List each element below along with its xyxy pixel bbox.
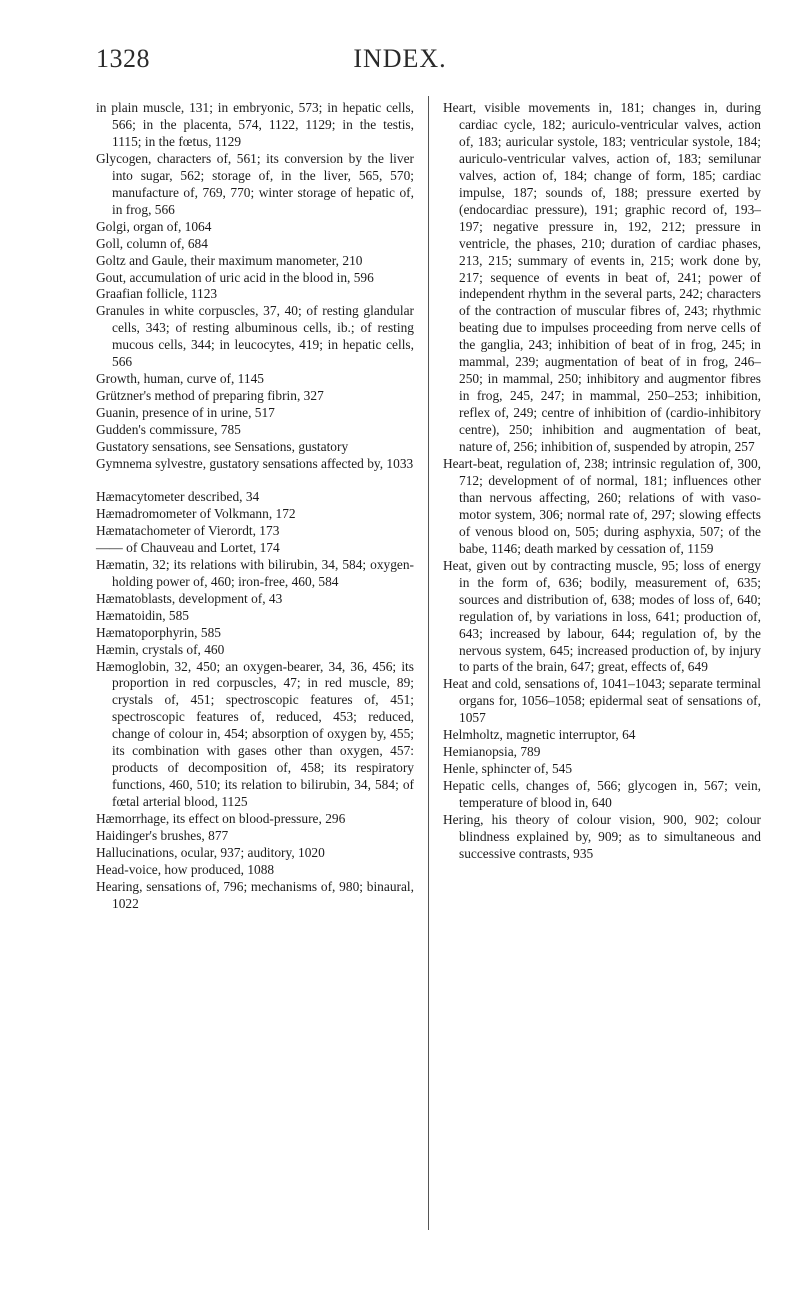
index-entry: Goll, column of, 684 bbox=[96, 235, 208, 251]
page-title: INDEX. bbox=[353, 44, 447, 73]
column-divider bbox=[428, 96, 429, 1230]
page-number: 1328 bbox=[96, 44, 150, 73]
index-entry: Heat, given out by contracting muscle, 95; loss of energy in the form of, 636; bodily, measurement of, 635; sources and distribution of, 638; modes of loss of, 640; regulation of, by variations in loss, 641; production of, 643; increased by labour, 644; regulation of, by the nervous system, 645; increased production of, by injury to parts of the brain, 647; great, effects of, 649 bbox=[443, 557, 761, 675]
index-entry: Hæmatoidin, 585 bbox=[96, 607, 189, 623]
index-entry: Guanin, presence of in urine, 517 bbox=[96, 405, 275, 421]
index-entry: Hallucinations, ocular, 937; auditory, 1020 bbox=[96, 844, 325, 860]
index-entry: Hering, his theory of colour vision, 900, 902; colour blindness explained by, 909; as to simultaneous and successive contrasts, 935 bbox=[443, 812, 761, 861]
index-entry: Gudden's commissure, 785 bbox=[96, 422, 241, 438]
index-entry: Hæmatoblasts, development of, 43 bbox=[96, 590, 283, 606]
index-entry: Head-voice, how produced, 1088 bbox=[96, 861, 275, 877]
index-entry: Henle, sphincter of, 545 bbox=[443, 761, 573, 777]
index-entry: Golgi, organ of, 1064 bbox=[96, 218, 212, 234]
index-entry: Hepatic cells, changes of, 566; glycogen in, 567; vein, temperature of blood in, 640 bbox=[443, 778, 761, 811]
index-entry: Growth, human, curve of, 1145 bbox=[96, 371, 264, 387]
index-entry: Gout, accumulation of uric acid in the blood in, 596 bbox=[96, 269, 374, 285]
index-entry: Heart-beat, regulation of, 238; intrinsic regulation of, 300, 712; development of of normal, 181; influences other than nervous affecting, 260; relations of with vaso-motor system, 306; normal rate of, 297; slowing effects of venous blood on, 505; during asphyxia, 507; of the babe, 1146; death marked by cessation of, 1159 bbox=[443, 456, 761, 556]
index-entry: Granules in white corpuscles, 37, 40; of resting glandular cells, 343; of resting albuminous cells, ib.; of resting mucous cells, 344; in leucocytes, 419; in hepatic cells, 566 bbox=[96, 303, 414, 370]
index-entry: Hæmatin, 32; its relations with bilirubin, 34, 584; oxygen-holding power of, 460; iron-free, 460, 584 bbox=[96, 556, 414, 589]
index-entry: —— of Chauveau and Lortet, 174 bbox=[96, 539, 280, 555]
index-entry: Gymnema sylvestre, gustatory sensations affected by, 1033 bbox=[96, 456, 414, 472]
index-entry: Heart, visible movements in, 181; changes in, during cardiac cycle, 182; auriculo-ventricular valves, action of, 183; auricular systole, 183; ventricular systole, 184; auriculo-ventricular valves, action of, 183; semilunar valves, action of, 184; change of form, 185; cardiac impulse, 187; sounds of, 188; pressure exerted by (endocardiac pressure), 191; graphic record of, 193–197; negative pressure in, 192, 212; pressure in ventricle, the phases, 210; duration of cardiac phases, 213, 215; summary of events in, 215; work done by, 217; sequence of events in beat of, 241; power of independent rhythm in the several parts, 242; characters of the contraction of muscular fibres of, 243; rhythmic beating due to impulses proceeding from nerve cells of the ganglia, 243; inhibition of beat of in frog, 245; in mammal, 239; augmentation of beat of in frog, 246–250; in mammal, 250; inhibitory and augmentor fibres in frog, 245, 247; in mammal, 250–253; inhibition, reflex of, 249; centre of inhibition of (cardio-inhibitory centre), 250; inhibition and augmentation of beat, nature of, 256; inhibition of, suspended by atropin, 257 bbox=[443, 100, 761, 455]
index-entry: Glycogen, characters of, 561; its conversion by the liver into sugar, 562; storage of, in the liver, 565, 570; manufacture of, 769, 770; winter storage of hepatic of, in frog, 566 bbox=[96, 150, 414, 217]
index-entry: Graafian follicle, 1123 bbox=[96, 286, 218, 302]
index-entry: Hæmatoporphyrin, 585 bbox=[96, 624, 221, 640]
index-column-right bbox=[443, 100, 761, 863]
index-entry: Hæmadromometer of Volkmann, 172 bbox=[96, 505, 296, 521]
index-column-left bbox=[96, 100, 414, 913]
index-entry: Grützner's method of preparing fibrin, 327 bbox=[96, 388, 324, 404]
index-entry: Heat and cold, sensations of, 1041–1043; separate terminal organs for, 1056–1058; epidermal seat of sensations of, 1057 bbox=[443, 676, 761, 726]
index-entry: in plain muscle, 131; in embryonic, 573; in hepatic cells, 566; in the placenta, 574, 1122, 1129; in the testis, 1115; in the fœtus, 1129 bbox=[96, 100, 414, 149]
index-entry: Hæmoglobin, 32, 450; an oxygen-bearer, 34, 36, 456; its proportion in red corpuscles, 47; in red muscle, 89; crystals of, 451; spectroscopic features of, 451; spectroscopic features of, reduced, 453; reduced, change of colour in, 454; absorption of oxygen by, 455; its combination with gases other than oxygen, 457: products of decomposition of, 458; its respiratory functions, 460, 510; its relation to bilirubin, 34, 584; of fœtal arterial blood, 1125 bbox=[96, 658, 414, 810]
index-entry: Hæmin, crystals of, 460 bbox=[96, 641, 225, 657]
page-header bbox=[0, 44, 800, 84]
index-entry: Helmholtz, magnetic interruptor, 64 bbox=[443, 727, 636, 743]
index-entry: Hæmorrhage, its effect on blood-pressure, 296 bbox=[96, 811, 346, 827]
index-entry: Hearing, sensations of, 796; mechanisms of, 980; binaural, 1022 bbox=[96, 878, 414, 911]
index-entry: Gustatory sensations, see Sensations, gustatory bbox=[96, 439, 349, 455]
index-entry: Hæmacytometer described, 34 bbox=[96, 488, 260, 504]
letter-section-gap bbox=[96, 473, 414, 489]
index-entry: Hemianopsia, 789 bbox=[443, 744, 541, 760]
index-entry: Haidinger's brushes, 877 bbox=[96, 828, 229, 844]
index-entry: Goltz and Gaule, their maximum manometer, 210 bbox=[96, 252, 363, 268]
index-entry: Hæmatachometer of Vierordt, 173 bbox=[96, 522, 280, 538]
